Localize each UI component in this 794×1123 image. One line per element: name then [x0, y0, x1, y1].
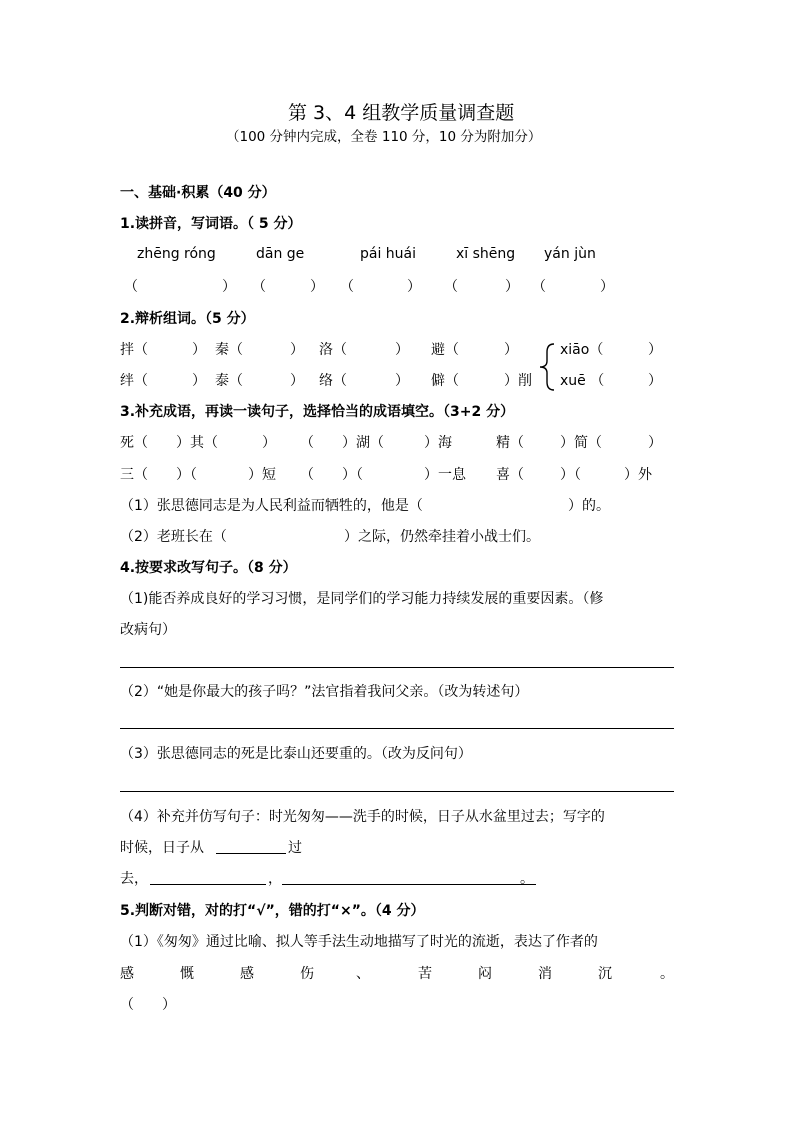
fill-blank-line[interactable] [216, 853, 286, 854]
rewrite-sentence-1: （1)能否养成良好的学习习惯，是同学们的学习能力持续发展的重要因素。（修 [120, 591, 604, 607]
question-3-heading: 3.补充成语，再读一读句子，选择恰当的成语填空。（3+2 分） [120, 404, 515, 420]
idiom-part: ）（ [342, 467, 363, 483]
char-item: 避（ [431, 342, 459, 358]
char-item: ） [504, 342, 518, 358]
char-item: ） [192, 373, 206, 389]
blank-open: （ [532, 279, 546, 295]
blank-close: ） [310, 279, 324, 295]
question-4-heading: 4.按要求改写句子。（8 分） [120, 560, 297, 576]
idiom-part: ）海 [424, 435, 452, 451]
blank-close: ） [407, 279, 421, 295]
pinyin-3: pái huái [360, 246, 417, 262]
spread-char: 慨 [180, 966, 194, 982]
char-item: ） [290, 342, 304, 358]
spread-char: 感 [240, 966, 254, 982]
fill-blank-line[interactable] [150, 884, 266, 885]
comma: ， [268, 871, 282, 887]
rewrite-sentence-4: （4）补充并仿写句子：时光匆匆——洗手的时候，日子从水盆里过去；写字的 [120, 809, 605, 825]
pinyin-5: yán jùn [544, 246, 596, 262]
spread-char: 沉 [598, 966, 612, 982]
page-title: 第 3、4 组教学质量调查题 [288, 102, 515, 124]
idiom-part: ） [648, 435, 662, 451]
period: 。 [520, 871, 534, 887]
idiom-part: ）外 [624, 467, 652, 483]
char-item: 络（ [319, 373, 347, 389]
blank-close: ） [222, 279, 236, 295]
section-heading: 一、基础·积累（40 分） [120, 185, 276, 201]
spread-char: 感 [120, 966, 134, 982]
pinyin-2: dān ge [256, 246, 305, 262]
polyphone-xiao: xiāo（ [560, 342, 604, 358]
char-item: ） [192, 342, 206, 358]
judge-sentence-1: （1）《匆匆》通过比喻、拟人等手法生动地描写了时光的流逝，表达了作者的 [120, 934, 598, 950]
blank-close: ） [505, 279, 519, 295]
spread-char: 、 [356, 966, 370, 982]
idiom-part: 三（ [120, 467, 148, 483]
question-1-heading: 1.读拼音，写词语。（ 5 分） [120, 216, 302, 232]
idiom-part: ）简（ [560, 435, 602, 451]
question-2-heading: 2.辩析组词。（5 分） [120, 311, 255, 327]
rewrite-sentence-4-guo: 过 [288, 840, 302, 856]
polyphone-xue: xuē （ [560, 373, 605, 389]
rewrite-sentence-1-cont: 改病句） [120, 622, 176, 638]
idiom-part: ）一息 [424, 467, 466, 483]
idiom-part: ）（ [560, 467, 581, 483]
curly-brace-icon [538, 342, 556, 392]
char-item: ） [395, 373, 409, 389]
spread-char: 。 [660, 966, 674, 982]
fill-blank-line[interactable] [282, 884, 536, 885]
answer-line[interactable] [120, 728, 674, 729]
spread-char: 闷 [478, 966, 492, 982]
idiom-part: （ [300, 467, 314, 483]
idiom-part: （ [300, 435, 314, 451]
spread-char: 消 [538, 966, 552, 982]
char-item: ）削 [504, 373, 532, 389]
fill-sentence-2-end: ）之际，仍然牵挂着小战士们。 [344, 529, 540, 545]
answer-line[interactable] [120, 791, 674, 792]
idiom-part: ）湖（ [342, 435, 384, 451]
blank-open: （ [340, 279, 354, 295]
idiom-part: ） [262, 435, 276, 451]
rewrite-sentence-4-cont: 时候，日子从 [120, 840, 204, 856]
idiom-part: ）短 [248, 467, 276, 483]
rewrite-sentence-4-qu: 去， [120, 871, 148, 887]
fill-sentence-2: （2）老班长在（ [120, 529, 227, 545]
judge-blank[interactable]: （ ） [120, 997, 176, 1013]
question-5-heading: 5.判断对错，对的打“√”，错的打“×”。（4 分） [120, 903, 425, 919]
char-item: 僻（ [431, 373, 459, 389]
idiom-part: ）（ [176, 467, 197, 483]
blank-open: （ [252, 279, 266, 295]
answer-line[interactable] [120, 667, 674, 668]
char-item: 秦（ [215, 342, 243, 358]
char-item: ） [395, 342, 409, 358]
blank-open: （ [444, 279, 458, 295]
idiom-part: 喜（ [496, 467, 524, 483]
polyphone-close: ） [648, 373, 662, 389]
char-item: 洛（ [319, 342, 347, 358]
char-item: ） [290, 373, 304, 389]
rewrite-sentence-3: （3）张思德同志的死是比泰山还要重的。（改为反问句） [120, 746, 472, 762]
blank-close: ） [600, 279, 614, 295]
page-subtitle: （100 分钟内完成，全卷 110 分，10 分为附加分） [226, 129, 542, 145]
rewrite-sentence-2: （2）“她是你最大的孩子吗？”法官指着我问父亲。（改为转述句） [120, 684, 529, 700]
idiom-part: 精（ [496, 435, 524, 451]
spread-char: 苦 [418, 966, 432, 982]
idiom-part: ）其（ [176, 435, 218, 451]
fill-sentence-1: （1）张思德同志是为人民利益而牺牲的，他是（ [120, 498, 423, 514]
char-item: 泰（ [215, 373, 243, 389]
fill-sentence-1-end: ）的。 [568, 498, 610, 514]
char-item: 绊（ [120, 373, 148, 389]
spread-char: 伤 [300, 966, 314, 982]
pinyin-4: xī shēng [456, 246, 516, 262]
pinyin-1: zhēng róng [137, 246, 216, 262]
polyphone-close: ） [648, 342, 662, 358]
idiom-part: 死（ [120, 435, 148, 451]
blank-open: （ [124, 279, 138, 295]
char-item: 拌（ [120, 342, 148, 358]
